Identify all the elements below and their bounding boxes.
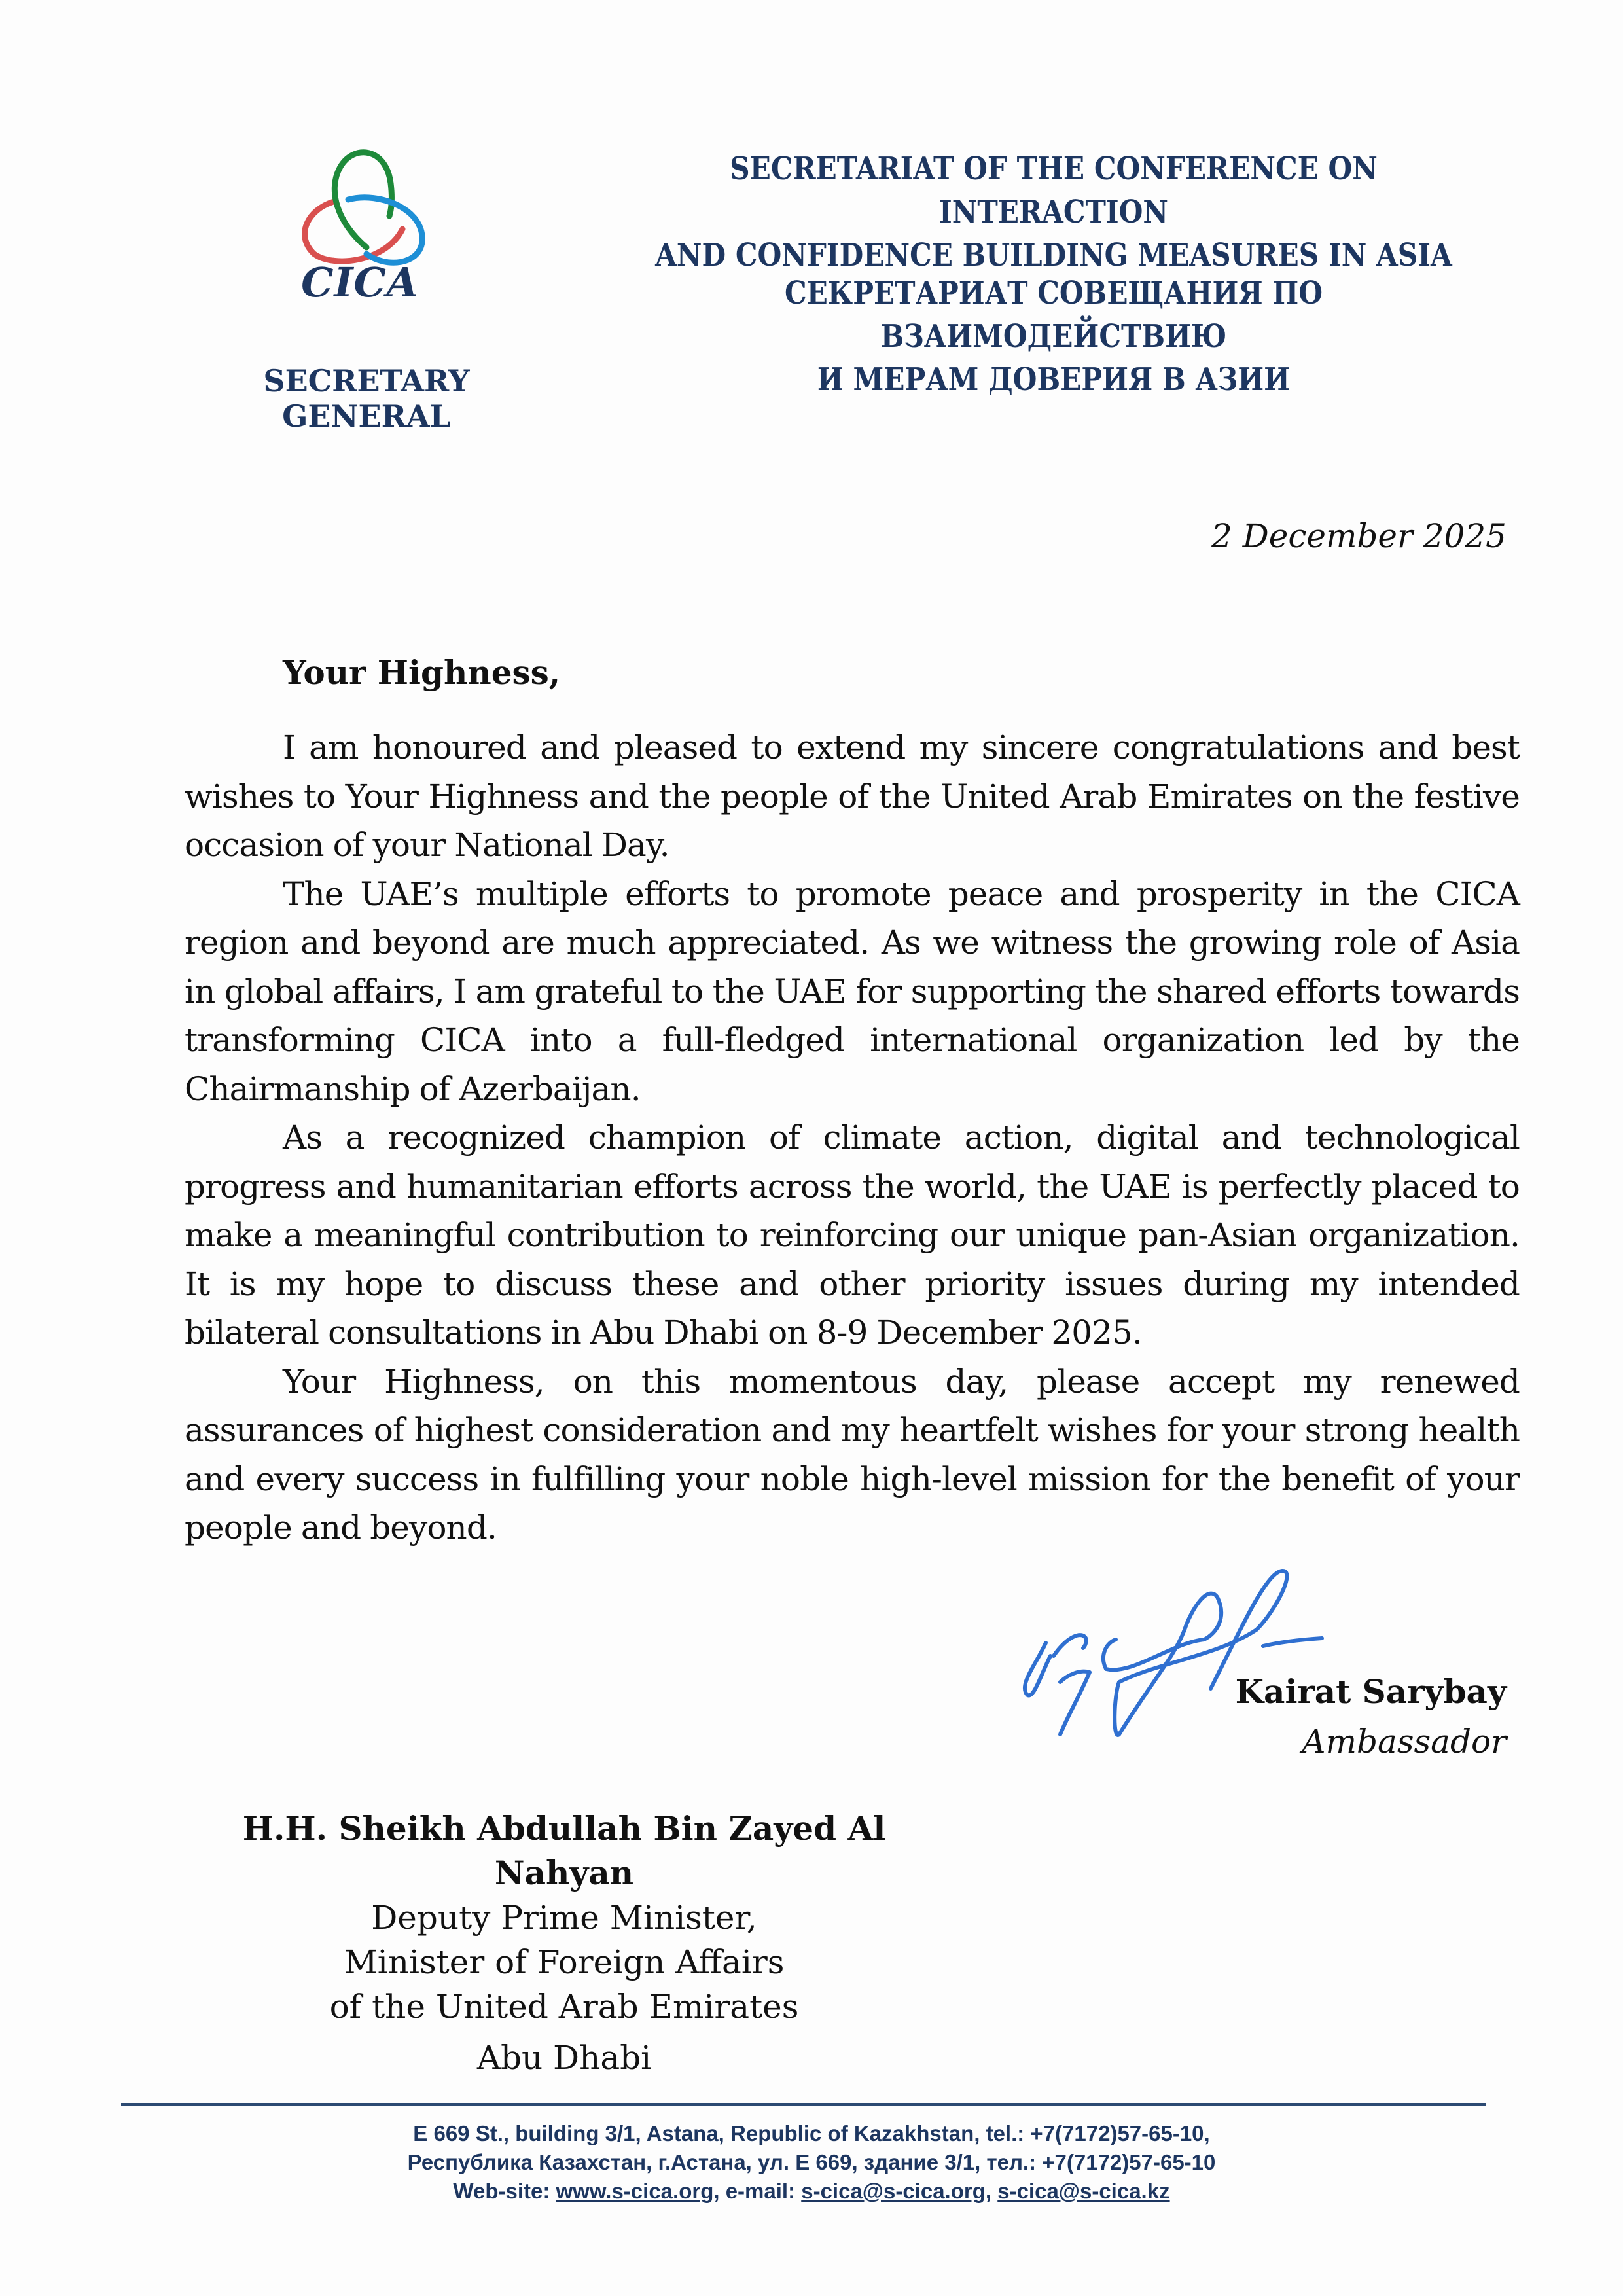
footer-address-en: E 669 St., building 3/1, Astana, Republic of Kazakhstan, tel.: +7(7172)57-65-10, — [413, 2121, 1210, 2145]
email-separator: , — [985, 2179, 998, 2203]
body-paragraph: The UAE’s multiple efforts to promote peace and prosperity in the CICA region and beyond are much appreciated. As we witness the growing role of Asia in global affairs, I am grateful to the UAE for supporting the shared efforts towards transforming CICA into a full-fledged international organization led by the Chairmanship of Azerbaijan. — [185, 874, 1520, 1108]
body-paragraph: Your Highness, on this momentous day, please accept my renewed assurances of highest consideration and my heartfelt wishes for your strong health and every success in fulfilling your noble high-level mission for the benefit of your people and beyond. — [185, 1362, 1520, 1547]
body-paragraph: I am honoured and pleased to extend my sincere congratulations and best wishes to Your Highness and the people of the United Arab Emirates on the festive occasion of your National Day. — [185, 728, 1520, 864]
footer-contacts — [118, 2119, 1505, 2206]
letter-body — [185, 723, 1520, 1552]
org-name-russian — [633, 272, 1474, 401]
email-label: , e-mail: — [713, 2179, 802, 2203]
office-title: SECRETARY GENERAL — [263, 363, 470, 434]
email-link-kz[interactable]: s-cica@s-cica.kz — [997, 2179, 1170, 2203]
website-link[interactable]: www.s-cica.org — [556, 2179, 714, 2203]
org-name-english — [633, 147, 1474, 277]
footer-divider — [121, 2103, 1486, 2106]
signer-name: Kairat Sarybay — [1235, 1672, 1507, 1711]
logo-wordmark: CICA — [301, 259, 419, 306]
body-paragraph: As a recognized champion of climate action, digital and technological progress and humanitarian efforts across the world, the UAE is perfectly placed to make a meaningful contribution to reinforcing our unique pan-Asian organization. It is my hope to discuss these and other priority issues during my intended bilateral consultations in Abu Dhabi on 8-9 December 2025. — [185, 1119, 1520, 1352]
salutation: Your Highness, — [283, 653, 561, 692]
addressee-city: Abu Dhabi — [476, 2039, 652, 2077]
signer-title: Ambassador — [1302, 1723, 1507, 1761]
website-label: Web-site: — [453, 2179, 556, 2203]
addressee-line: Minister of Foreign Affairs — [344, 1943, 785, 1981]
footer-address-ru: Республика Казахстан, г.Астана, ул. Е 669, здание 3/1, тел.: +7(7172)57-65-10 — [407, 2150, 1216, 2174]
org-name-ru-line: И МЕРАМ ДОВЕРИЯ В АЗИИ — [817, 361, 1291, 398]
addressee-block — [178, 1806, 950, 2029]
addressee-line: of the United Arab Emirates — [329, 1988, 799, 2026]
cica-logo-icon — [288, 137, 432, 268]
org-name-en-line: SECRETARIAT OF THE CONFERENCE ON INTERACTION — [730, 151, 1378, 230]
email-link-org[interactable]: s-cica@s-cica.org — [801, 2179, 986, 2203]
org-name-en-line: AND CONFIDENCE BUILDING MEASURES IN ASIA — [655, 237, 1452, 274]
org-name-ru-line: СЕКРЕТАРИАТ СОВЕЩАНИЯ ПО ВЗАИМОДЕЙСТВИЮ — [784, 275, 1323, 355]
addressee-line: Deputy Prime Minister, — [371, 1899, 757, 1937]
footer-web-line — [118, 2177, 1505, 2206]
letter-date: 2 December 2025 — [1211, 517, 1507, 555]
addressee-name: H.H. Sheikh Abdullah Bin Zayed Al Nahyan — [242, 1809, 886, 1892]
